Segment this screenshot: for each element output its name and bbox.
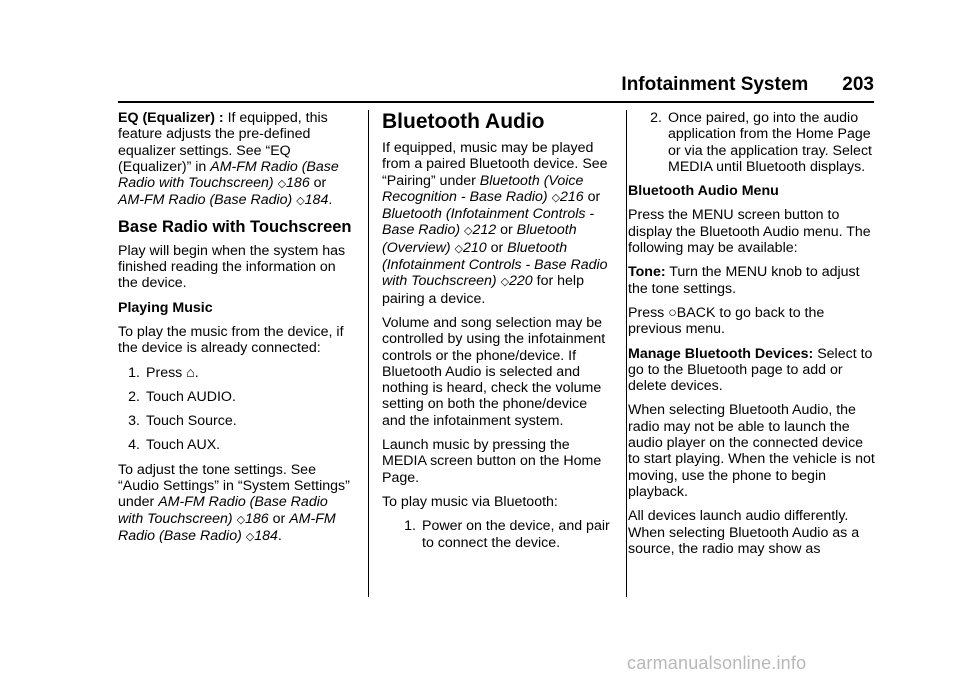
cross-ref-link[interactable]: Bluetooth (Overview) bbox=[382, 222, 577, 256]
list-item: 4. Touch AUX. bbox=[128, 437, 221, 454]
page-ref-icon: ◇ bbox=[551, 191, 561, 204]
page-ref[interactable]: 184 bbox=[254, 527, 278, 544]
eq-paragraph: EQ (Equalizer) : If equipped, this feature adjusts the pre-defined equalizer settings. See “EQ (Equalizer)” in AM-FM Radio (Base Radio with Touchscreen) ◇186 or AM-FM Radio (Base Radio) ◇184. bbox=[118, 110, 339, 209]
column-divider-1 bbox=[368, 110, 369, 597]
page-ref-icon: ◇ bbox=[245, 530, 255, 543]
to-play-bt-paragraph: To play music via Bluetooth: bbox=[382, 493, 558, 510]
page-ref[interactable]: 212 bbox=[472, 222, 497, 239]
list-item: 2. Touch AUDIO. bbox=[128, 388, 236, 405]
page-ref-icon: ◇ bbox=[277, 178, 287, 191]
page-ref[interactable]: 216 bbox=[560, 188, 584, 205]
page-ref-icon: ◇ bbox=[500, 276, 510, 289]
home-icon: ⌂ bbox=[186, 364, 195, 381]
cross-ref-link[interactable]: Bluetooth (Infotainment Controls - Base Radio) bbox=[382, 206, 595, 239]
manage-paragraph: Manage Bluetooth Devices: Select to go to the Bluetooth page to add or delete devices. bbox=[628, 345, 873, 395]
page-ref[interactable]: 220 bbox=[509, 273, 533, 290]
cross-ref-link[interactable]: AM-FM Radio (Base Radio with Touchscreen) bbox=[118, 158, 339, 192]
back-icon: ○ bbox=[668, 304, 677, 321]
subheading-bt-audio-menu: Bluetooth Audio Menu bbox=[628, 183, 779, 200]
bt-intro-paragraph: If equipped, music may be played from a paired Bluetooth device. See “Pairing” under Bluetooth (Voice Recognition - Base Radio) ◇216 or Bluetooth (Infotainment Controls - Base Radio) ◇212 or Bluetooth (Overview) ◇210 or Bluetooth (Infotainment Controls - Base Radio with Touchscreen) ◇220 for help pairing a device. bbox=[382, 140, 608, 307]
back-paragraph: Press ○BACK to go back to the previous menu. bbox=[628, 304, 825, 338]
page-ref-icon: ◇ bbox=[236, 513, 246, 526]
all-devices-paragraph: All devices launch audio differently. When selecting Bluetooth Audio as a source, the radio may show as bbox=[628, 508, 860, 557]
cross-ref-link[interactable]: AM-FM Radio (Base Radio) bbox=[118, 510, 336, 544]
list-item: 1. Press ⌂. bbox=[128, 364, 199, 381]
section-heading-bluetooth-audio: Bluetooth Audio bbox=[382, 110, 545, 133]
cross-ref-link[interactable]: AM-FM Radio (Base Radio with Touchscreen) bbox=[118, 494, 328, 527]
page-ref[interactable]: 210 bbox=[463, 239, 487, 256]
list-item: 3. Touch Source. bbox=[128, 413, 237, 430]
adjust-tone-paragraph: To adjust the tone settings. See “Audio Settings” in “System Settings” under AM-FM Radio (Base Radio with Touchscreen) ◇186 or AM-FM Radio (Base Radio) ◇184. bbox=[118, 461, 350, 544]
to-play-paragraph: To play the music from the device, if the device is already connected: bbox=[118, 323, 344, 357]
page-ref[interactable]: 186 bbox=[286, 175, 310, 192]
column-3 bbox=[628, 110, 878, 565]
page-ref-icon: ◇ bbox=[296, 195, 305, 208]
page-header bbox=[118, 70, 874, 100]
column-divider-2 bbox=[626, 110, 627, 597]
page-ref[interactable]: 184 bbox=[304, 192, 329, 209]
tone-label: Tone: bbox=[628, 264, 666, 281]
page-ref[interactable]: 186 bbox=[245, 510, 269, 527]
page-number: 203 bbox=[842, 74, 874, 95]
tone-paragraph: Tone: Turn the MENU knob to adjust the tone settings. bbox=[628, 264, 860, 297]
play-paragraph: Play will begin when the system has finished reading the information on the device. bbox=[118, 242, 346, 292]
running-title: Infotainment System bbox=[621, 74, 809, 95]
page-ref-icon: ◇ bbox=[464, 225, 473, 238]
cross-ref-link[interactable]: Bluetooth (Voice Recognition - Base Radio) bbox=[382, 172, 584, 205]
eq-label: EQ (Equalizer) : bbox=[118, 110, 228, 126]
menu-paragraph: Press the MENU screen button to display the Bluetooth Audio menu. The following may be available: bbox=[628, 207, 871, 257]
volume-paragraph: Volume and song selection may be controlled by using the infotainment controls or the phone/device. If Bluetooth Audio is selected and nothing is heard, check the volume setting on both the phone/device and the infotainment system. bbox=[382, 314, 606, 429]
watermark: carmanualsonline.info bbox=[627, 653, 807, 673]
cross-ref-link[interactable]: Bluetooth (Infotainment Controls - Base Radio with Touchscreen) bbox=[382, 239, 608, 290]
column-1 bbox=[118, 110, 356, 553]
cross-ref-link[interactable]: AM-FM Radio (Base Radio) bbox=[118, 192, 293, 209]
list-item: 1. Power on the device, and pair to connect the device. bbox=[404, 518, 610, 551]
header-rule bbox=[118, 101, 874, 103]
list-item: 2. Once paired, go into the audio application from the Home Page or via the application tray. Select MEDIA until Bluetooth displays. bbox=[650, 110, 872, 175]
subheading-playing-music: Playing Music bbox=[118, 299, 213, 316]
launch-paragraph: Launch music by pressing the MEDIA screen button on the Home Page. bbox=[382, 437, 602, 486]
manage-label: Manage Bluetooth Devices: bbox=[628, 345, 814, 362]
page-ref-icon: ◇ bbox=[454, 242, 463, 255]
section-heading-base-radio: Base Radio with Touchscreen bbox=[118, 217, 352, 236]
selecting-paragraph: When selecting Bluetooth Audio, the radio may not be able to launch the audio player on the connected device to start playing. When the vehicle is not moving, use the phone to begin playback. bbox=[628, 402, 875, 500]
column-2 bbox=[382, 110, 614, 559]
